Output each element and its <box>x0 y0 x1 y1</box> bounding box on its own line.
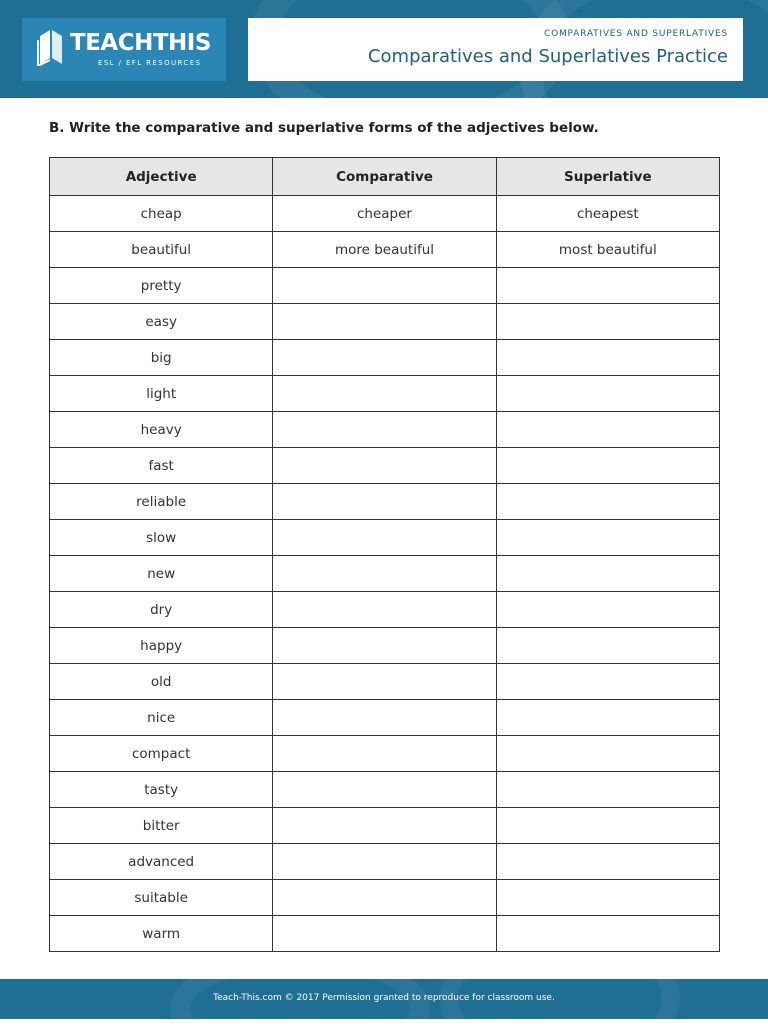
adjective-cell: light <box>50 376 273 412</box>
column-header-adjective: Adjective <box>50 158 273 196</box>
comparative-cell[interactable] <box>273 556 496 592</box>
table-row <box>50 664 720 700</box>
comparative-cell[interactable] <box>273 304 496 340</box>
superlative-cell[interactable] <box>496 700 719 736</box>
superlative-cell[interactable] <box>496 412 719 448</box>
table-row <box>50 196 720 232</box>
comparative-cell[interactable] <box>273 664 496 700</box>
adjective-cell: suitable <box>50 880 273 916</box>
table-row <box>50 700 720 736</box>
copyright-notice: Teach-This.com © 2017 Permission granted to reproduce for classroom use. <box>213 993 555 1003</box>
adjective-cell: heavy <box>50 412 273 448</box>
table-row <box>50 916 720 952</box>
adjective-cell: tasty <box>50 772 273 808</box>
comparative-cell[interactable] <box>273 736 496 772</box>
table-row <box>50 232 720 268</box>
table-row <box>50 880 720 916</box>
table-row <box>50 628 720 664</box>
table-row <box>50 520 720 556</box>
comparative-cell[interactable] <box>273 628 496 664</box>
superlative-cell[interactable] <box>496 844 719 880</box>
superlative-cell[interactable] <box>496 880 719 916</box>
adjective-cell: advanced <box>50 844 273 880</box>
exercise-instruction: B. Write the comparative and superlative forms of the adjectives below. <box>49 120 599 136</box>
adjective-cell: easy <box>50 304 273 340</box>
comparative-cell[interactable] <box>273 376 496 412</box>
adjective-cell: slow <box>50 520 273 556</box>
comparative-cell: more beautiful <box>273 232 496 268</box>
adjective-forms-table <box>49 157 720 952</box>
worksheet-category: COMPARATIVES AND SUPERLATIVES <box>544 29 728 39</box>
adjective-cell: big <box>50 340 273 376</box>
comparative-cell: cheaper <box>273 196 496 232</box>
comparative-cell[interactable] <box>273 520 496 556</box>
superlative-cell[interactable] <box>496 484 719 520</box>
superlative-cell[interactable] <box>496 268 719 304</box>
page-header <box>0 0 768 98</box>
superlative-cell[interactable] <box>496 304 719 340</box>
page-footer <box>0 979 768 1019</box>
superlative-cell: most beautiful <box>496 232 719 268</box>
comparative-cell[interactable] <box>273 340 496 376</box>
comparative-cell[interactable] <box>273 268 496 304</box>
comparative-cell[interactable] <box>273 592 496 628</box>
adjective-cell: pretty <box>50 268 273 304</box>
table-row <box>50 592 720 628</box>
superlative-cell[interactable] <box>496 628 719 664</box>
adjective-cell: new <box>50 556 273 592</box>
table-header-row <box>50 158 720 196</box>
logo-tagline: ESL / EFL RESOURCES <box>98 59 202 67</box>
table-row <box>50 376 720 412</box>
comparative-cell[interactable] <box>273 448 496 484</box>
superlative-cell[interactable] <box>496 916 719 952</box>
comparative-cell[interactable] <box>273 700 496 736</box>
table-row <box>50 412 720 448</box>
comparative-cell[interactable] <box>273 844 496 880</box>
comparative-cell[interactable] <box>273 808 496 844</box>
table-row <box>50 448 720 484</box>
table-row <box>50 304 720 340</box>
adjective-cell: cheap <box>50 196 273 232</box>
table-row <box>50 484 720 520</box>
table-row <box>50 556 720 592</box>
adjective-cell: fast <box>50 448 273 484</box>
comparative-cell[interactable] <box>273 412 496 448</box>
adjective-cell: warm <box>50 916 273 952</box>
comparative-cell[interactable] <box>273 772 496 808</box>
table-row <box>50 772 720 808</box>
table-row <box>50 268 720 304</box>
superlative-cell[interactable] <box>496 448 719 484</box>
table-row <box>50 808 720 844</box>
adjective-cell: nice <box>50 700 273 736</box>
adjective-cell: beautiful <box>50 232 273 268</box>
adjective-cell: old <box>50 664 273 700</box>
column-header-superlative: Superlative <box>496 158 719 196</box>
superlative-cell[interactable] <box>496 556 719 592</box>
adjective-cell: reliable <box>50 484 273 520</box>
superlative-cell[interactable] <box>496 340 719 376</box>
adjective-cell: bitter <box>50 808 273 844</box>
superlative-cell[interactable] <box>496 520 719 556</box>
table-row <box>50 844 720 880</box>
superlative-cell: cheapest <box>496 196 719 232</box>
title-panel <box>248 18 743 81</box>
teachthis-logo[interactable] <box>22 18 226 81</box>
adjective-cell: dry <box>50 592 273 628</box>
worksheet-title: Comparatives and Superlatives Practice <box>367 46 728 67</box>
superlative-cell[interactable] <box>496 808 719 844</box>
column-header-comparative: Comparative <box>273 158 496 196</box>
table-row <box>50 736 720 772</box>
superlative-cell[interactable] <box>496 592 719 628</box>
adjective-cell: compact <box>50 736 273 772</box>
comparative-cell[interactable] <box>273 916 496 952</box>
comparative-cell[interactable] <box>273 880 496 916</box>
superlative-cell[interactable] <box>496 736 719 772</box>
comparative-cell[interactable] <box>273 484 496 520</box>
logo-wordmark: TEACHTHIS <box>70 30 211 56</box>
book-icon <box>36 28 66 66</box>
adjective-cell: happy <box>50 628 273 664</box>
table-row <box>50 340 720 376</box>
superlative-cell[interactable] <box>496 664 719 700</box>
superlative-cell[interactable] <box>496 376 719 412</box>
superlative-cell[interactable] <box>496 772 719 808</box>
